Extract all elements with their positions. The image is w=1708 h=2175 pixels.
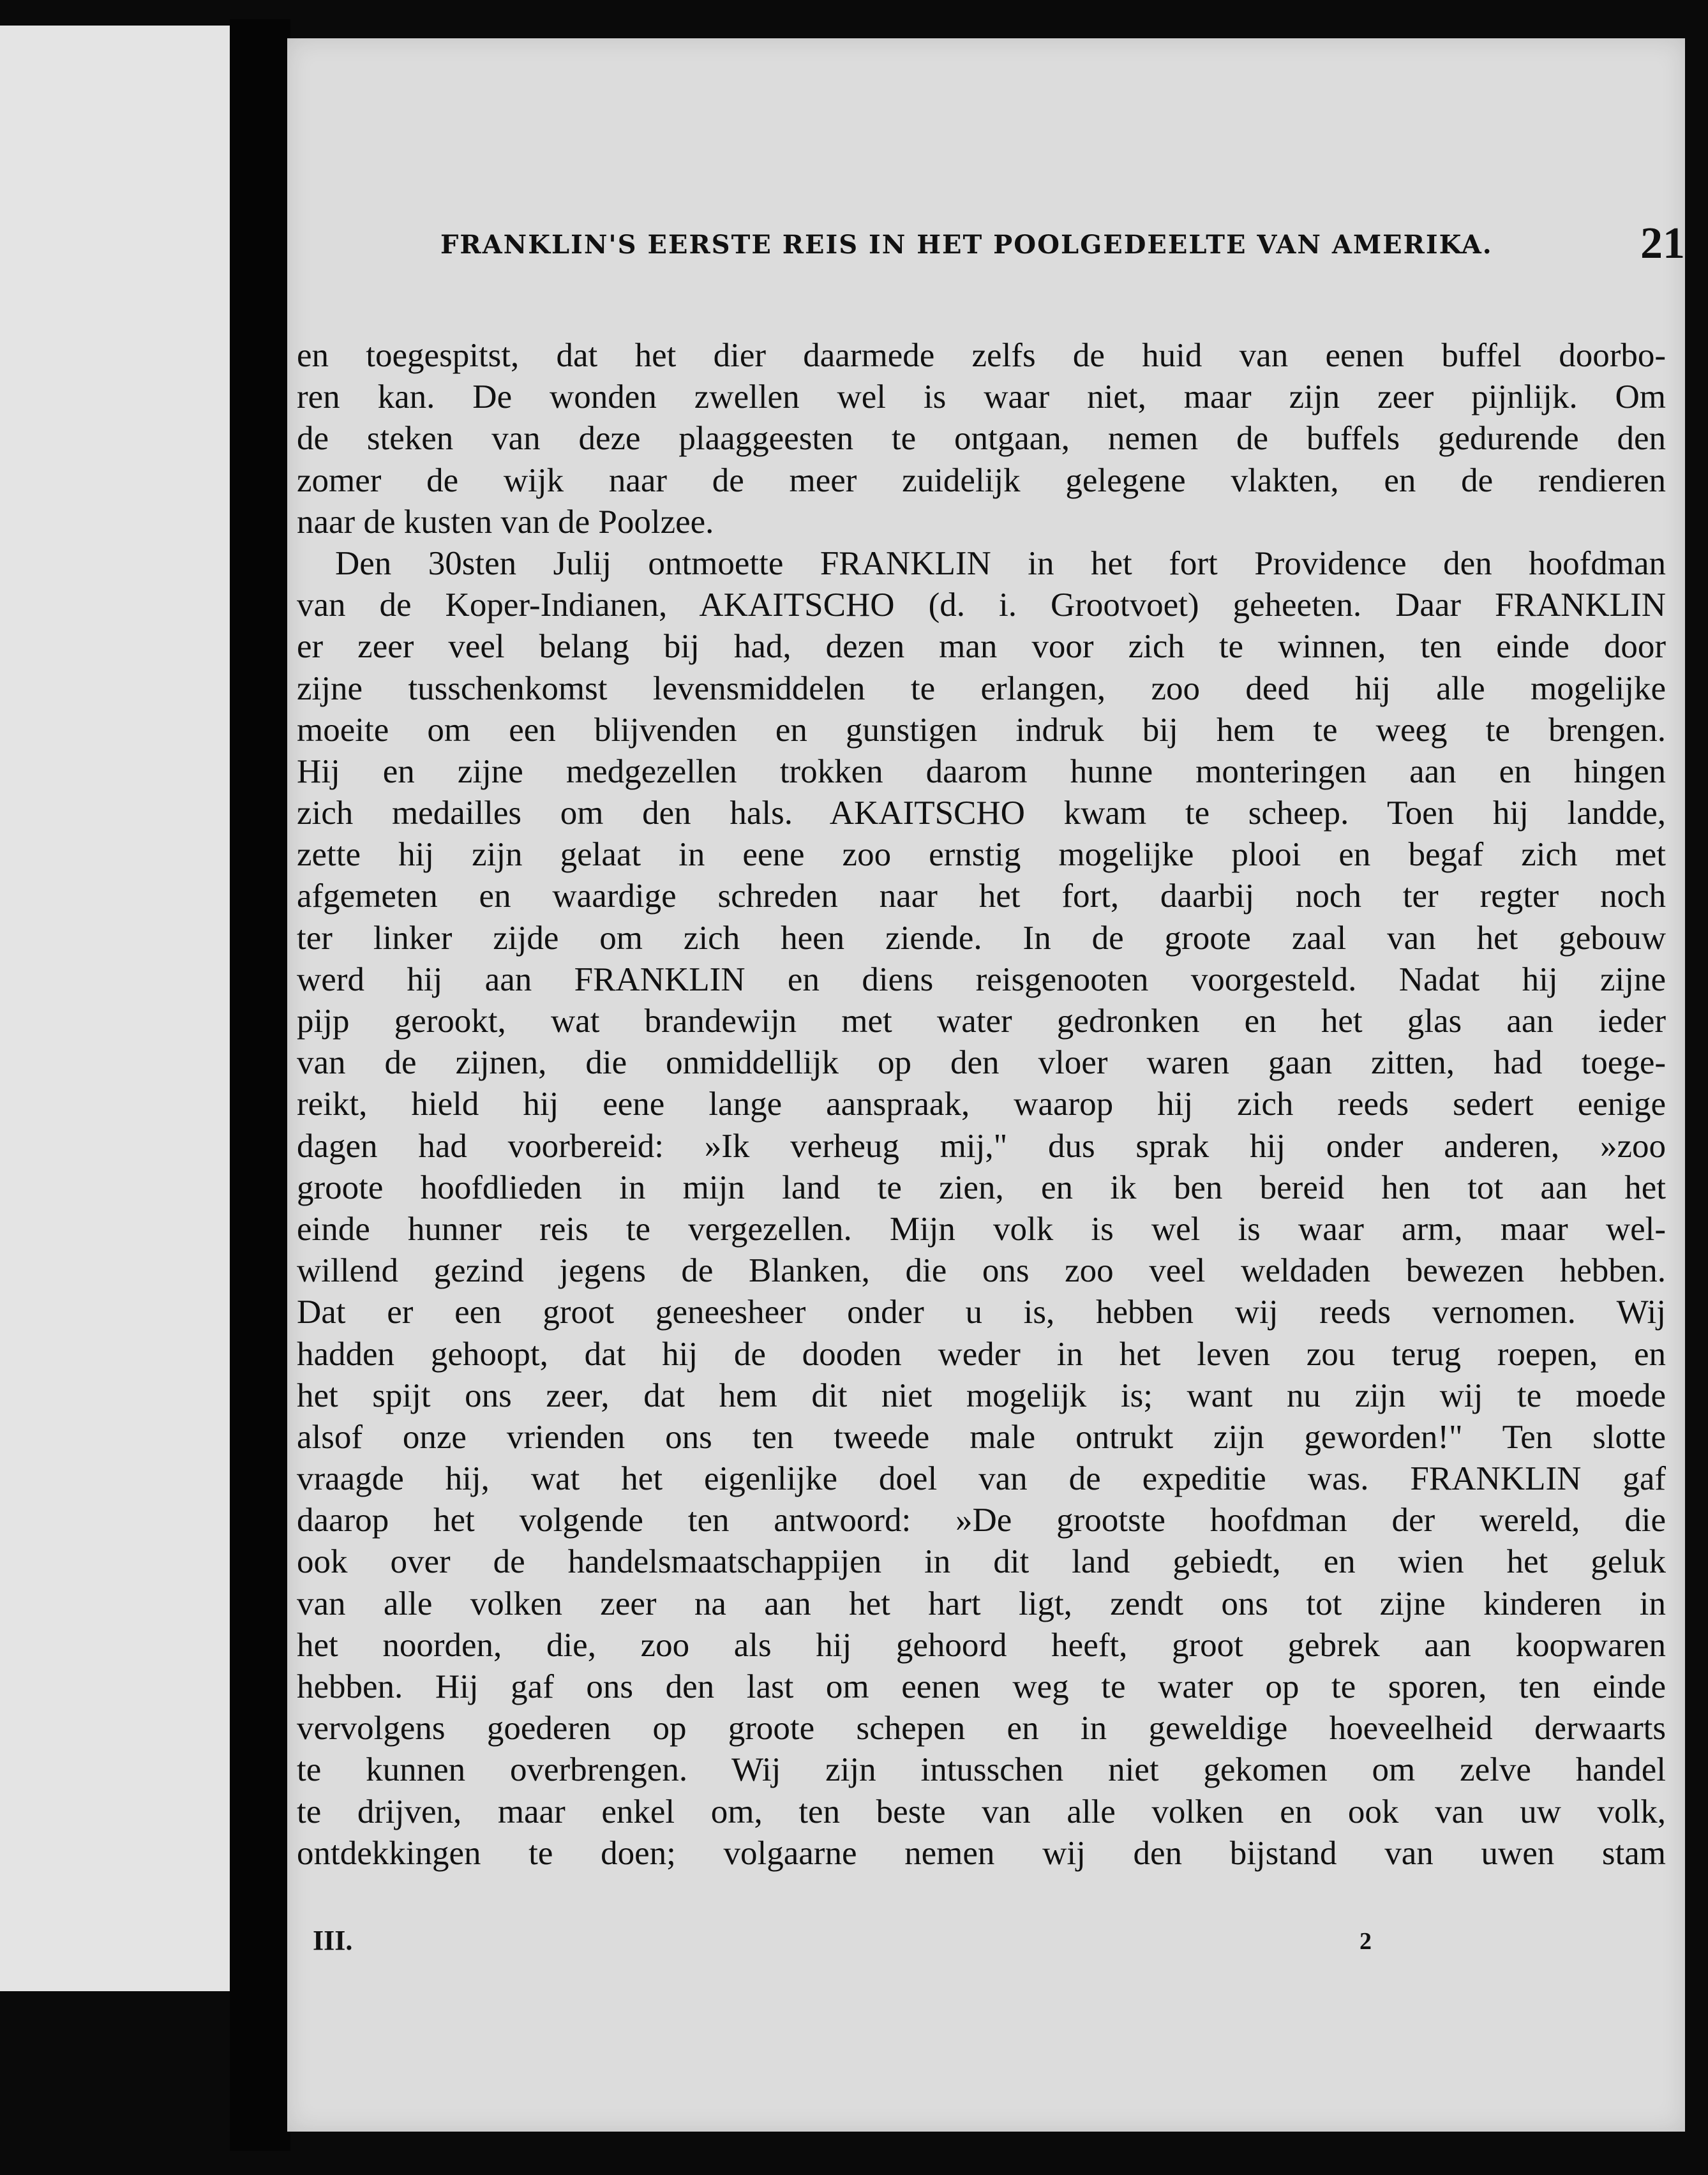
text-line: ook over de handelsmaatschappijen in dit land gebiedt, en wien het geluk — [297, 1543, 1666, 1581]
text-line: er zeer veel belang bij had, dezen man voor zich te winnen, ten einde door — [297, 628, 1666, 666]
text-line: hebben. Hij gaf ons den last om eenen weg te water op te sporen, ten einde — [297, 1668, 1666, 1705]
text-line: Hij en zijne medgezellen trokken daarom hunne monteringen aan en hingen — [297, 752, 1666, 790]
text-line: vraagde hij, wat het eigenlijke doel van de expeditie was. FRANKLIN gaf — [297, 1460, 1666, 1498]
text-line: zijne tusschenkomst levensmiddelen te erlangen, zoo deed hij alle mogelijke — [297, 669, 1666, 707]
book-gutter — [230, 19, 290, 2151]
text-line: alsof onze vrienden ons ten tweede male ontrukt zijn geworden!" Ten slotte — [297, 1418, 1666, 1456]
text-line: hadden gehoopt, dat hij de dooden weder in het leven zou terug roepen, en — [297, 1335, 1666, 1373]
running-head — [440, 219, 1685, 294]
text-line: zich medailles om den hals. AKAITSCHO kwam te scheep. Toen hij landde, — [297, 795, 1666, 832]
text-line: groote hoofdlieden in mijn land te zien, en ik ben bereid hen tot aan het — [297, 1169, 1666, 1206]
text-line: ter linker zijde om zich heen ziende. In de groote zaal van het gebouw — [297, 919, 1666, 957]
text-line: dagen had voorbereid: »Ik verheug mij," dus sprak hij onder anderen, »zoo — [297, 1127, 1666, 1165]
text-line: het spijt ons zeer, dat hem dit niet mogelijk is; want nu zijn wij te moede — [297, 1377, 1666, 1414]
left-page-edge — [0, 26, 230, 1991]
text-line: van de zijnen, die onmiddellijk op den vloer waren gaan zitten, had toege- — [297, 1044, 1666, 1082]
text-line: werd hij aan FRANKLIN en diens reisgenooten voorgesteld. Nadat hij zijne — [297, 960, 1666, 998]
text-line: zomer de wijk naar de meer zuidelijk gelegene vlakten, en de rendieren — [297, 461, 1666, 499]
text-line: en toegespitst, dat het dier daarmede zelfs de huid van eenen buffel doorbo- — [297, 337, 1666, 374]
text-line: willend gezind jegens de Blanken, die ons zoo veel weldaden bewezen hebben. — [297, 1252, 1666, 1290]
text-line: Den 30sten Julij ontmoette FRANKLIN in het fort Providence den hoofdman — [335, 544, 1666, 582]
book-page — [287, 38, 1685, 2132]
text-line: te drijven, maar enkel om, ten beste van alle volken en ook van uw volk, — [297, 1793, 1666, 1830]
text-line: einde hunner reis te vergezellen. Mijn volk is wel is waar arm, maar wel- — [297, 1210, 1666, 1248]
text-line: naar de kusten van de Poolzee. — [297, 503, 714, 541]
body-text — [297, 335, 1666, 1874]
text-line: vervolgens goederen op groote schepen en in geweldige hoeveelheid derwaarts — [297, 1710, 1666, 1747]
signature-mark: III. — [313, 1925, 353, 1956]
text-line: te kunnen overbrengen. Wij zijn intusschen niet gekomen om zelve handel — [297, 1751, 1666, 1789]
running-title: FRANKLIN'S EERSTE REIS IN HET POOLGEDEELTE VAN AMERIKA. — [440, 230, 1493, 260]
text-line: zette hij zijn gelaat in eene zoo ernstig mogelijke plooi en begaf zich met — [297, 836, 1666, 874]
text-line: moeite om een blijvenden en gunstigen indruk bij hem te weeg te brengen. — [297, 711, 1666, 749]
text-line: afgemeten en waardige schreden naar het fort, daarbij noch ter regter noch — [297, 878, 1666, 915]
page-number: 21 — [1640, 219, 1685, 268]
text-line: ontdekkingen te doen; volgaarne nemen wij den bijstand van uwen stam — [297, 1834, 1666, 1872]
text-line: daarop het volgende ten antwoord: »De grootste hoofdman der wereld, die — [297, 1502, 1666, 1539]
text-line: ren kan. De wonden zwellen wel is waar niet, maar zijn zeer pijnlijk. Om — [297, 378, 1666, 416]
text-line: de steken van deze plaaggeesten te ontgaan, nemen de buffels gedurende den — [297, 420, 1666, 458]
text-line: van alle volken zeer na aan het hart ligt, zendt ons tot zijne kinderen in — [297, 1585, 1666, 1622]
text-line: reikt, hield hij eene lange aanspraak, waarop hij zich reeds sedert eenige — [297, 1086, 1666, 1123]
page-footer — [313, 1924, 1462, 1962]
sheet-number: 2 — [1360, 1928, 1372, 1955]
text-line: Dat er een groot geneesheer onder u is, hebben wij reeds vernomen. Wij — [297, 1294, 1666, 1331]
text-line: pijp gerookt, wat brandewijn met water gedronken en het glas aan ieder — [297, 1003, 1666, 1040]
text-line: van de Koper-Indianen, AKAITSCHO (d. i. Grootvoet) geheeten. Daar FRANKLIN — [297, 587, 1666, 624]
text-line: het noorden, die, zoo als hij gehoord heeft, groot gebrek aan koopwaren — [297, 1626, 1666, 1664]
